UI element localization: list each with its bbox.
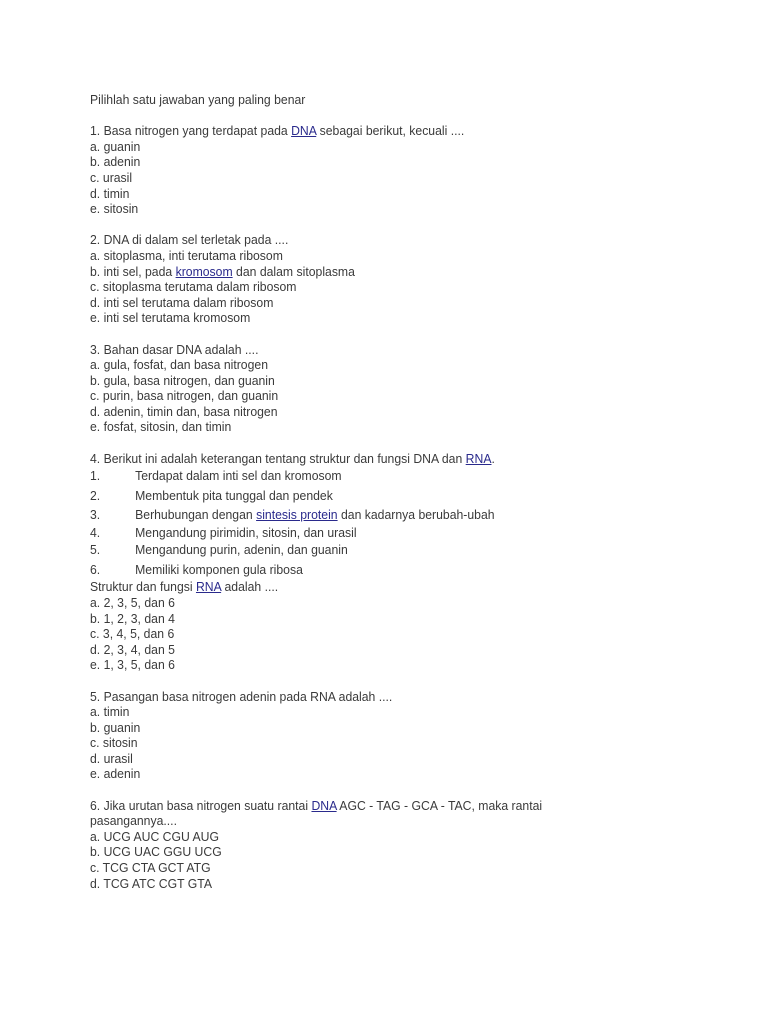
- q6-option-a: a. UCG AUC CGU AUG: [90, 828, 220, 844]
- q5-option-b: b. guanin: [90, 719, 141, 735]
- q2-option-a: a. sitoplasma, inti terutama ribosom: [90, 247, 283, 263]
- question-4-text-end: .: [491, 450, 495, 466]
- q4-stem-end: adalah ....: [221, 579, 279, 595]
- rna-link[interactable]: RNA: [465, 450, 492, 466]
- rna-link-2[interactable]: RNA: [195, 579, 222, 595]
- dna-link-2[interactable]: DNA: [311, 797, 337, 813]
- q4-item-1-number: 1.: [90, 468, 101, 484]
- q3-option-b: b. gula, basa nitrogen, dan guanin: [90, 372, 275, 388]
- q4-option-e: e. 1, 3, 5, dan 6: [90, 657, 175, 673]
- q4-item-1-text: Terdapat dalam inti sel dan kromosom: [135, 468, 342, 484]
- q3-option-c: c. purin, basa nitrogen, dan guanin: [90, 388, 279, 404]
- q4-item-1: [90, 466, 673, 486]
- q4-stem: [90, 579, 673, 595]
- q1-option-c: c. urasil: [90, 169, 133, 185]
- q4-item-4-text: Mengandung pirimidin, sitosin, dan urasil: [135, 524, 357, 540]
- q4-item-6: [90, 560, 673, 580]
- q4-item-5-text: Mengandung purin, adenin, dan guanin: [135, 542, 348, 558]
- q6-option-c: c. TCG CTA GCT ATG: [90, 860, 211, 876]
- question-3: 3. Bahan dasar DNA adalah ....: [90, 341, 259, 357]
- question-2: 2. DNA di dalam sel terletak pada ....: [90, 232, 289, 248]
- instruction-text: Pilihlah satu jawaban yang paling benar: [90, 92, 306, 107]
- q4-item-2: [90, 486, 673, 506]
- q4-option-b: b. 1, 2, 3, dan 4: [90, 610, 175, 626]
- q6-option-d: d. TCG ATC CGT GTA: [90, 875, 212, 891]
- q5-option-c: c. sitosin: [90, 735, 138, 751]
- q2-option-c: c. sitoplasma terutama dalam ribosom: [90, 279, 297, 295]
- q1-option-d: d. timin: [90, 185, 130, 201]
- dna-link[interactable]: DNA: [291, 123, 317, 139]
- q5-option-a: a. timin: [90, 704, 130, 720]
- q4-item-6-text: Memiliki komponen gula ribosa: [135, 561, 303, 577]
- q4-option-d: d. 2, 3, 4, dan 5: [90, 641, 175, 657]
- q1-option-b: b. adenin: [90, 154, 141, 170]
- q4-item-5-number: 5.: [90, 542, 101, 558]
- kromosom-link[interactable]: kromosom: [175, 263, 233, 279]
- question-4-text-start: 4. Berikut ini adalah keterangan tentang struktur dan fungsi DNA dan: [90, 450, 466, 466]
- question-5: 5. Pasangan basa nitrogen adenin pada RNA adalah ....: [90, 688, 393, 704]
- q4-item-5: [90, 540, 673, 560]
- q4-option-a: a. 2, 3, 5, dan 6: [90, 594, 175, 610]
- q1-option-e: e. sitosin: [90, 201, 139, 217]
- question-1: [90, 123, 673, 139]
- q4-item-3-number: 3.: [90, 507, 101, 523]
- q4-item-3-text-end: dan kadarnya berubah-ubah: [337, 507, 495, 523]
- q4-item-6-number: 6.: [90, 561, 101, 577]
- q6-option-b: b. UCG UAC GGU UCG: [90, 844, 222, 860]
- q1-option-a: a. guanin: [90, 138, 141, 154]
- document-body: [90, 92, 673, 891]
- question-6: [90, 798, 673, 814]
- q4-item-3: [90, 505, 673, 525]
- question-4: [90, 451, 673, 467]
- q2-option-d: d. inti sel terutama dalam ribosom: [90, 294, 274, 310]
- q3-option-a: a. gula, fosfat, dan basa nitrogen: [90, 357, 268, 373]
- q4-item-3-text-start: Berhubungan dengan: [135, 507, 257, 523]
- q4-item-4: [90, 525, 673, 541]
- question-6-text-start: 6. Jika urutan basa nitrogen suatu rantai: [90, 797, 312, 813]
- question-6-continuation: pasangannya....: [90, 813, 177, 829]
- q2-option-b-start: b. inti sel, pada: [90, 263, 176, 279]
- sintesis-protein-link[interactable]: sintesis protein: [256, 507, 338, 523]
- q4-option-c: c. 3, 4, 5, dan 6: [90, 626, 175, 642]
- q2-option-e: e. inti sel terutama kromosom: [90, 310, 251, 326]
- q4-item-2-text: Membentuk pita tunggal dan pendek: [135, 487, 333, 503]
- q2-option-b-end: dan dalam sitoplasma: [232, 263, 355, 279]
- question-6-text-end: AGC - TAG - GCA - TAC, maka rantai: [336, 797, 543, 813]
- q5-option-e: e. adenin: [90, 766, 141, 782]
- q4-item-4-number: 4.: [90, 524, 101, 540]
- q4-item-2-number: 2.: [90, 487, 101, 503]
- q2-option-b: [90, 264, 673, 280]
- q3-option-d: d. adenin, timin dan, basa nitrogen: [90, 403, 278, 419]
- question-1-text-end: sebagai berikut, kecuali ....: [316, 123, 465, 139]
- q4-stem-start: Struktur dan fungsi: [90, 579, 196, 595]
- q5-option-d: d. urasil: [90, 750, 133, 766]
- question-1-text-start: 1. Basa nitrogen yang terdapat pada: [90, 123, 292, 139]
- q3-option-e: e. fosfat, sitosin, dan timin: [90, 419, 232, 435]
